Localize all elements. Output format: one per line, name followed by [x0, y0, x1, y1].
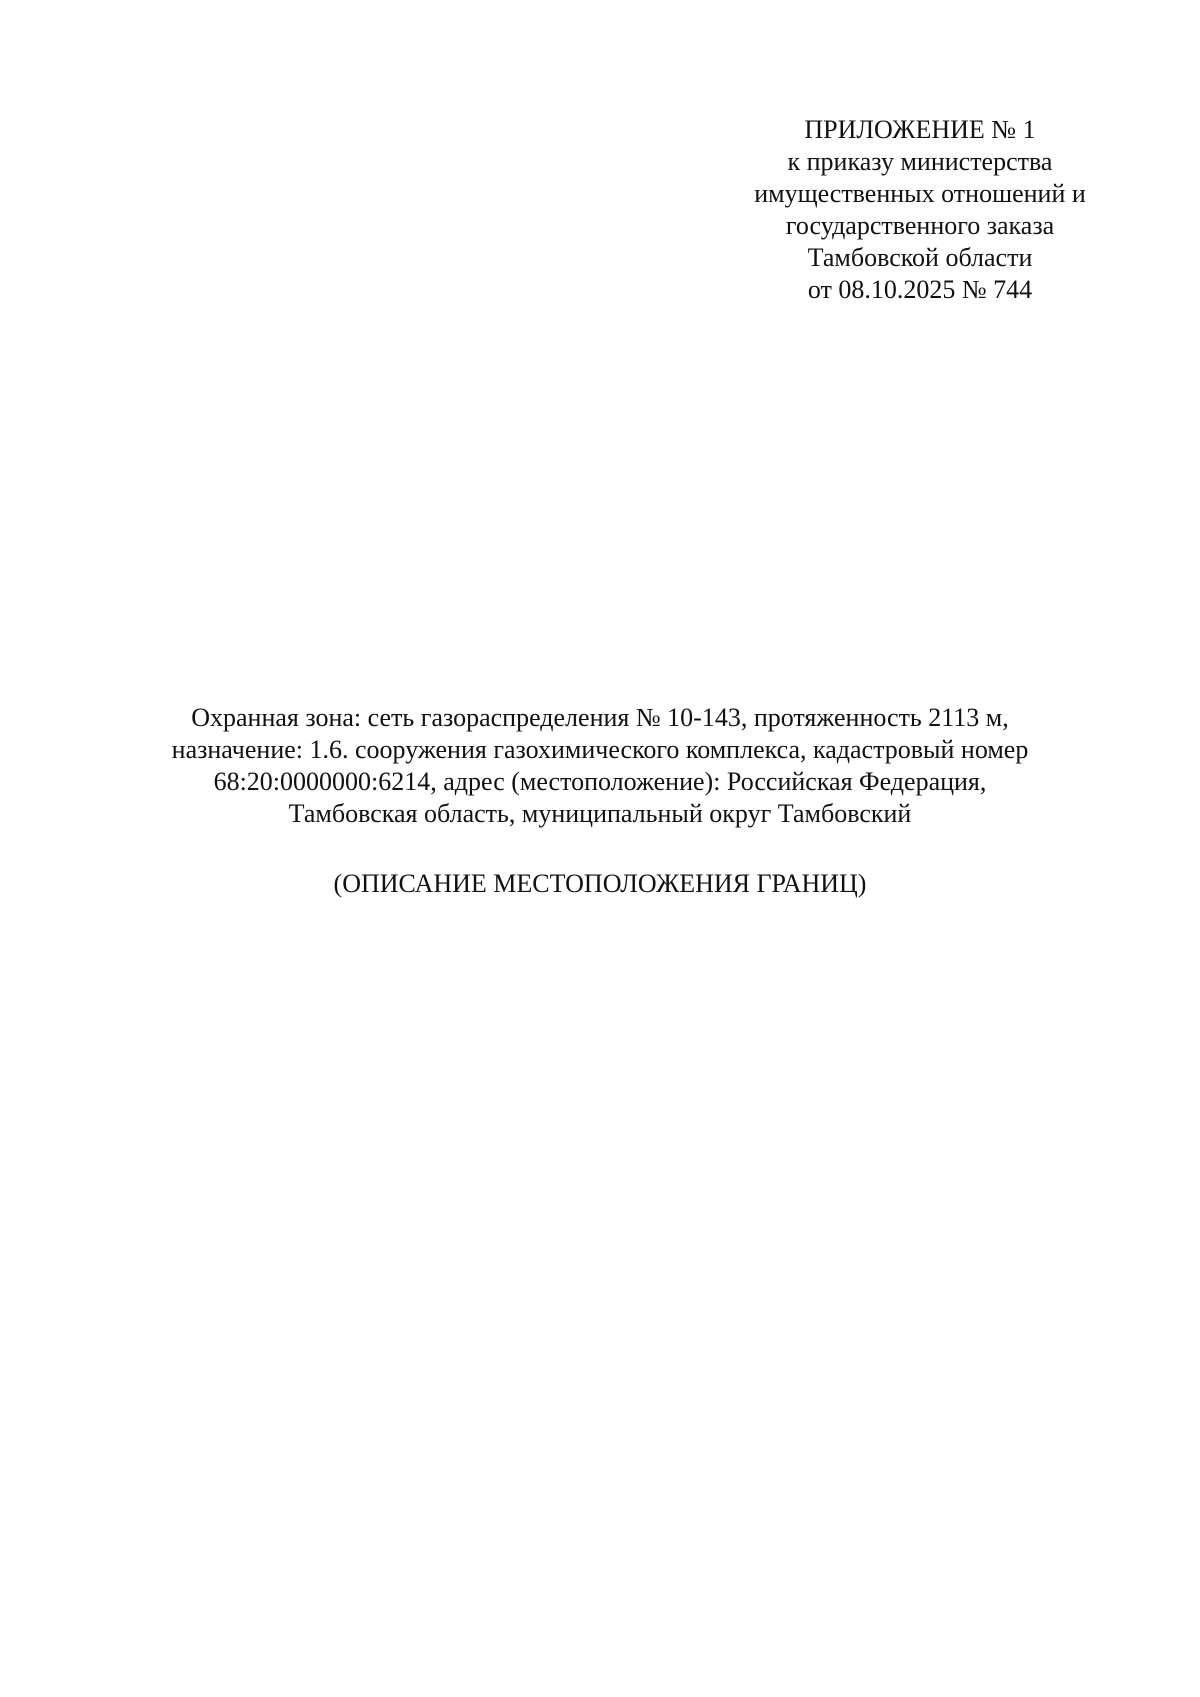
section-title: (ОПИСАНИЕ МЕСТОПОЛОЖЕНИЯ ГРАНИЦ) — [333, 869, 867, 898]
zone-description-line: Тамбовская область, муниципальный округ Тамбовский — [288, 799, 912, 828]
zone-description-line: 68:20:0000000:6214, адрес (местоположение): Российская Федерация, — [213, 767, 987, 796]
appendix-line-procurement: государственного заказа — [785, 211, 1055, 240]
appendix-line-date-number: от 08.10.2025 № 744 — [807, 275, 1033, 304]
appendix-title: ПРИЛОЖЕНИЕ № 1 — [804, 115, 1036, 144]
appendix-line-order: к приказу министерства — [787, 147, 1053, 176]
zone-description-line: назначение: 1.6. сооружения газохимического комплекса, кадастровый номер — [171, 735, 1029, 764]
appendix-line-ministry: имущественных отношений и — [754, 179, 1086, 208]
zone-description — [100, 702, 1100, 830]
appendix-header — [700, 114, 1140, 306]
appendix-line-region: Тамбовской области — [807, 243, 1033, 272]
zone-description-line: Охранная зона: сеть газораспределения № 10-143, протяженность 2113 м, — [191, 703, 1009, 732]
